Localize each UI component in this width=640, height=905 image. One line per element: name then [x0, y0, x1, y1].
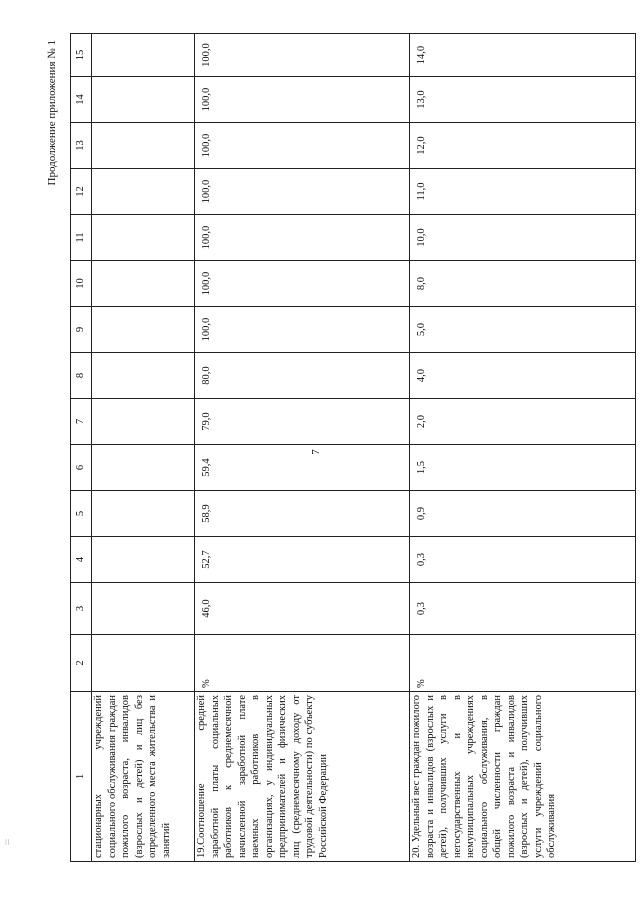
header-cell: 14 — [71, 77, 92, 123]
indicator-name: 19.Соотношение средней заработной платы социальных работников к среднемесячной начисленной заработной плате наемных работников в организациях, у индивидуальных предпринимателей и физических лиц (среднемесячному доходу от трудовой деятельности) по субъекту Российской Федерации — [195, 692, 410, 862]
value-cell: 0,3 — [410, 583, 636, 635]
value-cell — [92, 261, 195, 307]
value-cell — [92, 537, 195, 583]
value-cell: 8,0 — [410, 261, 636, 307]
value-cell: 59,4 — [195, 445, 410, 491]
value-cell: 13,0 — [410, 77, 636, 123]
value-cell: 14,0 — [410, 34, 636, 77]
indicator-name: стационарных учреждений социального обслуживания граждан пожилого возраста, инвалидов (взрослых и детей) и лиц без определенного места жительства и занятий — [92, 692, 195, 862]
value-cell: 100,0 — [195, 123, 410, 169]
unit-cell — [92, 635, 195, 692]
value-cell: 4,0 — [410, 353, 636, 399]
table-row — [92, 34, 195, 862]
value-cell: 2,0 — [410, 399, 636, 445]
value-cell — [92, 123, 195, 169]
appendix-subtitle: Продолжение приложения № 1 — [46, 40, 58, 186]
value-cell: 0,9 — [410, 491, 636, 537]
value-cell: 11,0 — [410, 169, 636, 215]
value-cell: 0,3 — [410, 537, 636, 583]
value-cell: 100,0 — [195, 215, 410, 261]
header-cell: 3 — [71, 583, 92, 635]
value-cell: 100,0 — [195, 77, 410, 123]
value-cell — [92, 215, 195, 261]
header-cell: 6 — [71, 445, 92, 491]
indicator-name: 20. Удельный вес граждан пожилого возраста и инвалидов (взрослых и детей), получивших услуги в негосударственных и в немуниципальных учреждениях социального обслуживания, в общей численности граждан пожилого возраста и инвалидов (взрослых и детей), получивших услуги учреждений социального обслуживания — [410, 692, 636, 862]
column-number-row — [71, 34, 92, 862]
rotated-page-content — [46, 38, 618, 862]
value-cell — [92, 34, 195, 77]
value-cell — [92, 353, 195, 399]
value-cell: 100,0 — [195, 261, 410, 307]
table-row — [195, 34, 410, 862]
value-cell: 100,0 — [195, 307, 410, 353]
page-number: 7 — [310, 449, 322, 455]
value-cell: 58,9 — [195, 491, 410, 537]
header-cell: 9 — [71, 307, 92, 353]
header-cell: 7 — [71, 399, 92, 445]
value-cell — [92, 169, 195, 215]
header-cell: 4 — [71, 537, 92, 583]
value-cell: 80,0 — [195, 353, 410, 399]
header-cell: 2 — [71, 635, 92, 692]
header-cell: 5 — [71, 491, 92, 537]
value-cell — [92, 77, 195, 123]
header-cell: 1 — [71, 692, 92, 862]
table-row — [410, 34, 636, 862]
page-mark: ::: — [2, 839, 11, 845]
unit-cell: % — [195, 635, 410, 692]
header-cell: 13 — [71, 123, 92, 169]
value-cell: 100,0 — [195, 169, 410, 215]
header-cell: 8 — [71, 353, 92, 399]
header-cell: 15 — [71, 34, 92, 77]
value-cell: 5,0 — [410, 307, 636, 353]
value-cell: 100,0 — [195, 34, 410, 77]
header-cell: 12 — [71, 169, 92, 215]
value-cell: 46,0 — [195, 583, 410, 635]
value-cell — [92, 307, 195, 353]
value-cell — [92, 399, 195, 445]
value-cell — [92, 445, 195, 491]
value-cell: 1,5 — [410, 445, 636, 491]
value-cell — [92, 583, 195, 635]
value-cell — [92, 491, 195, 537]
header-cell: 10 — [71, 261, 92, 307]
value-cell: 12,0 — [410, 123, 636, 169]
value-cell: 79,0 — [195, 399, 410, 445]
indicators-table — [70, 33, 636, 862]
unit-cell: % — [410, 635, 636, 692]
value-cell: 52,7 — [195, 537, 410, 583]
value-cell: 10,0 — [410, 215, 636, 261]
header-cell: 11 — [71, 215, 92, 261]
